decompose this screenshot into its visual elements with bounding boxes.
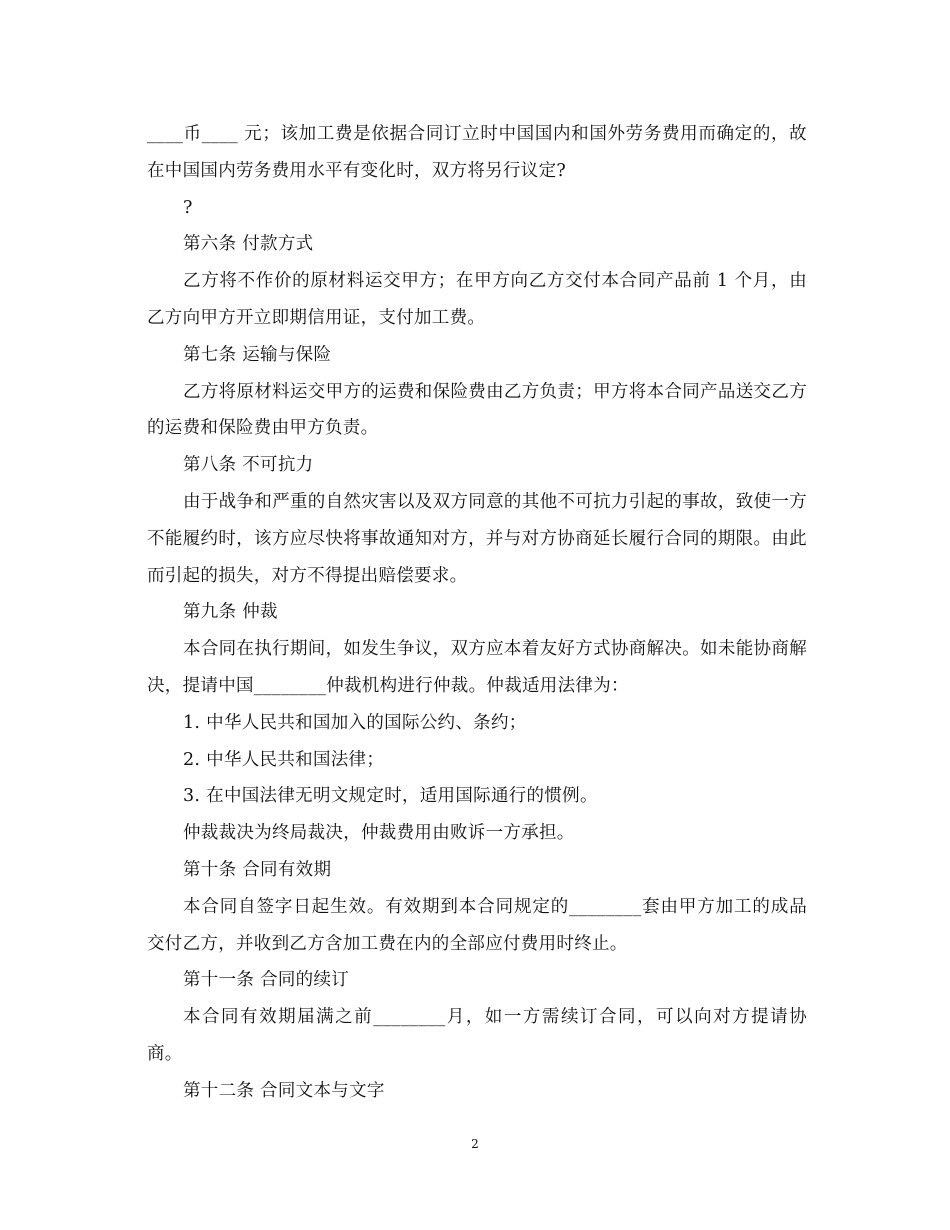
article-10-body: 本合同自签字日起生效。有效期到本合同规定的________套由甲方加工的成品交付乙方，并收到乙方含加工费在内的全部应付费用时终止。 — [147, 896, 807, 954]
article-8-heading: 第八条 不可抗力 — [183, 455, 314, 476]
paragraph-question-mark: ? — [183, 197, 193, 218]
article-9-law-item-3: 3. 在中国法律无明文规定时，适用国际通行的惯例。 — [183, 786, 598, 807]
article-9-ruling: 仲裁裁决为终局裁决，仲裁费用由败诉一方承担。 — [183, 823, 575, 844]
article-7-body: 乙方将原材料运交甲方的运费和保险费由乙方负责；甲方将本合同产品送交乙方的运费和保险费由甲方负责。 — [147, 381, 807, 439]
article-7-heading: 第七条 运输与保险 — [183, 344, 332, 365]
article-9-law-item-1: 1. 中华人民共和国加入的国际公约、条约； — [183, 712, 527, 733]
article-10-heading: 第十条 合同有效期 — [183, 859, 332, 880]
article-8-body: 由于战争和严重的自然灾害以及双方同意的其他不可抗力引起的事故，致使一方不能履约时，该方应尽快将事故通知对方，并与对方协商延长履行合同的期限。由此而引起的损失，对方不得提出赔偿要求。 — [147, 491, 807, 586]
article-12-heading: 第十二条 合同文本与文字 — [183, 1080, 385, 1101]
article-6-body: 乙方将不作价的原材料运交甲方；在甲方向乙方交付本合同产品前 1 个月，由乙方向甲方开立即期信用证，支付加工费。 — [147, 271, 807, 328]
article-9-law-item-2: 2. 中华人民共和国法律； — [183, 749, 385, 770]
article-9-heading: 第九条 仲裁 — [183, 602, 278, 623]
document-body — [147, 116, 807, 1110]
page-number: 2 — [471, 1137, 479, 1151]
article-6-heading: 第六条 付款方式 — [183, 234, 314, 255]
article-11-heading: 第十一条 合同的续订 — [183, 970, 350, 991]
paragraph-fee-continuation: ____币____ 元；该加工费是依据合同订立时中国国内和国外劳务费用而确定的，故在中国国内劳务费用水平有变化时，双方将另行议定? — [147, 124, 807, 181]
article-9-body: 本合同在执行期间，如发生争议，双方应本着友好方式协商解决。如未能协商解决，提请中国________仲裁机构进行仲裁。仲裁适用法律为： — [147, 639, 807, 696]
article-11-body: 本合同有效期届满之前________月，如一方需续订合同，可以向对方提请协商。 — [147, 1007, 807, 1064]
